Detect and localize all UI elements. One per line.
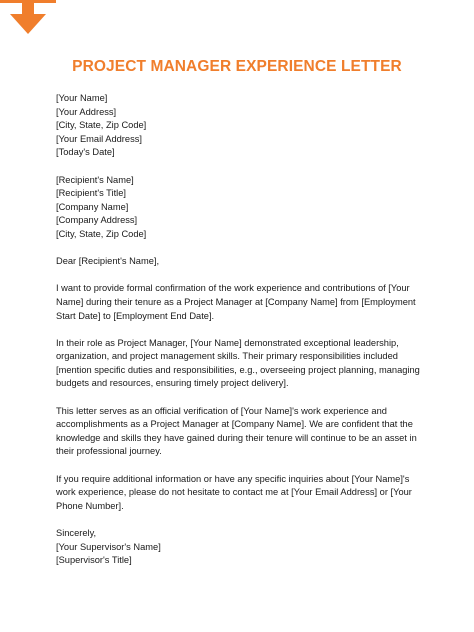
signature-name: [Your Supervisor's Name] bbox=[56, 541, 161, 552]
recipient-line: [Company Name] bbox=[56, 201, 129, 212]
body-paragraph: I want to provide formal confirmation of the work experience and contributions of [Your Name] during their tenure as a Project Manager at [Company Name] from [Employment Start Date] to [Employment End Date]. bbox=[56, 283, 416, 321]
sender-line: [Your Email Address] bbox=[56, 133, 142, 144]
sender-line: [City, State, Zip Code] bbox=[56, 120, 147, 131]
body-paragraph: If you require additional information or have any specific inquiries about [Your Name]'s work experience, please do not hesitate to contact me at [Your Email Address] or [Your Phone Number]. bbox=[56, 473, 412, 511]
sender-line: [Your Name] bbox=[56, 93, 108, 103]
body-paragraph: In their role as Project Manager, [Your Name] demonstrated exceptional leadership, organization, and project management skills. Their primary responsibilities included [mention specific duties and responsibilities, e.g., overseeing project planning, managing budgets and resources, ensuring timely project delivery]. bbox=[56, 337, 420, 389]
salutation: Dear [Recipient's Name], bbox=[56, 256, 160, 267]
sender-line: [Today's Date] bbox=[56, 147, 115, 158]
body-paragraph: This letter serves as an official verification of [Your Name]'s work experience and accomplishments as a Project Manager at [Company Name]. We are confident that the knowledge and skills they have gained during their tenure will continue to be an asset in their professional journey. bbox=[56, 405, 417, 457]
recipient-line: [Company Address] bbox=[56, 215, 138, 226]
recipient-line: [Recipient's Name] bbox=[56, 174, 134, 185]
recipient-line: [City, State, Zip Code] bbox=[56, 228, 147, 239]
letter-body bbox=[56, 92, 426, 568]
signature-title: [Supervisor's Title] bbox=[56, 555, 132, 566]
closing: Sincerely, bbox=[56, 528, 97, 538]
sender-block bbox=[56, 92, 426, 160]
recipient-line: [Recipient's Title] bbox=[56, 188, 126, 199]
down-arrow-icon bbox=[0, 0, 56, 36]
recipient-block bbox=[56, 174, 426, 242]
letter-title: PROJECT MANAGER EXPERIENCE LETTER bbox=[72, 58, 402, 75]
sender-line: [Your Address] bbox=[56, 106, 117, 117]
